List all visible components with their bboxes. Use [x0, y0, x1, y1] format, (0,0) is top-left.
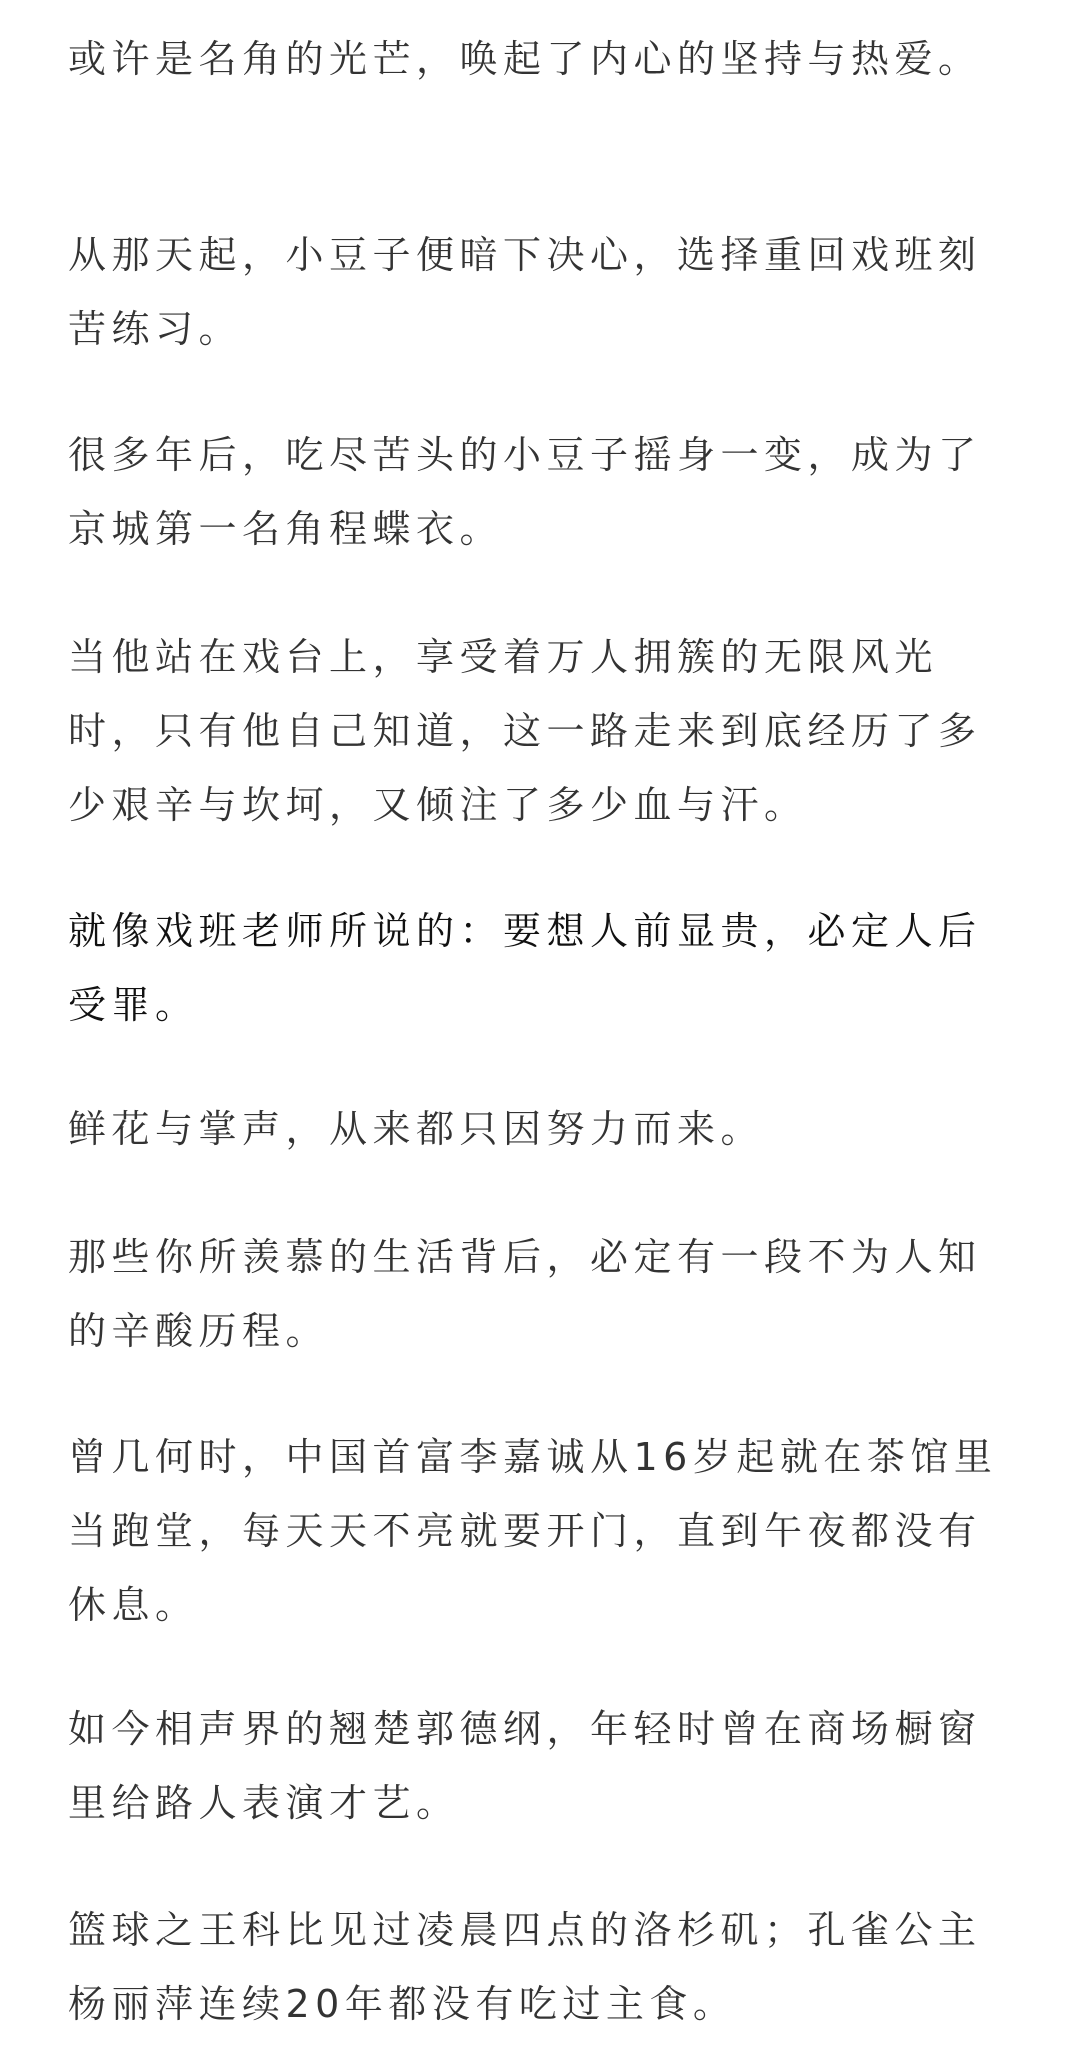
- paragraph: 从那天起，小豆子便暗下决心，选择重回戏班刻苦练习。: [68, 233, 982, 351]
- paragraph: 曾几何时，中国首富李嘉诚从16岁起就在茶馆里当跑堂，每天天不亮就要开门，直到午夜都没有休息。: [68, 1435, 998, 1627]
- paragraph: 篮球之王科比见过凌晨四点的洛杉矶；孔雀公主杨丽萍连续20年都没有吃过主食。: [68, 1908, 982, 2026]
- paragraph: 那些你所羡慕的生活背后，必定有一段不为人知的辛酸历程。: [68, 1235, 982, 1353]
- paragraph: 很多年后，吃尽苦头的小豆子摇身一变，成为了京城第一名角程蝶衣。: [68, 433, 982, 551]
- paragraph: 鲜花与掌声，从来都只因努力而来。: [68, 1107, 765, 1151]
- paragraph: 如今相声界的翘楚郭德纲，年轻时曾在商场橱窗里给路人表演才艺。: [68, 1707, 982, 1825]
- paragraph-quote: 就像戏班老师所说的：要想人前显贵，必定人后受罪。: [68, 909, 982, 1027]
- paragraph: 当他站在戏台上，享受着万人拥簇的无限风光时，只有他自己知道，这一路走来到底经历了多少艰辛与坎坷，又倾注了多少血与汗。: [68, 635, 982, 827]
- paragraph: 或许是名角的光芒，唤起了内心的坚持与热爱。: [68, 37, 982, 81]
